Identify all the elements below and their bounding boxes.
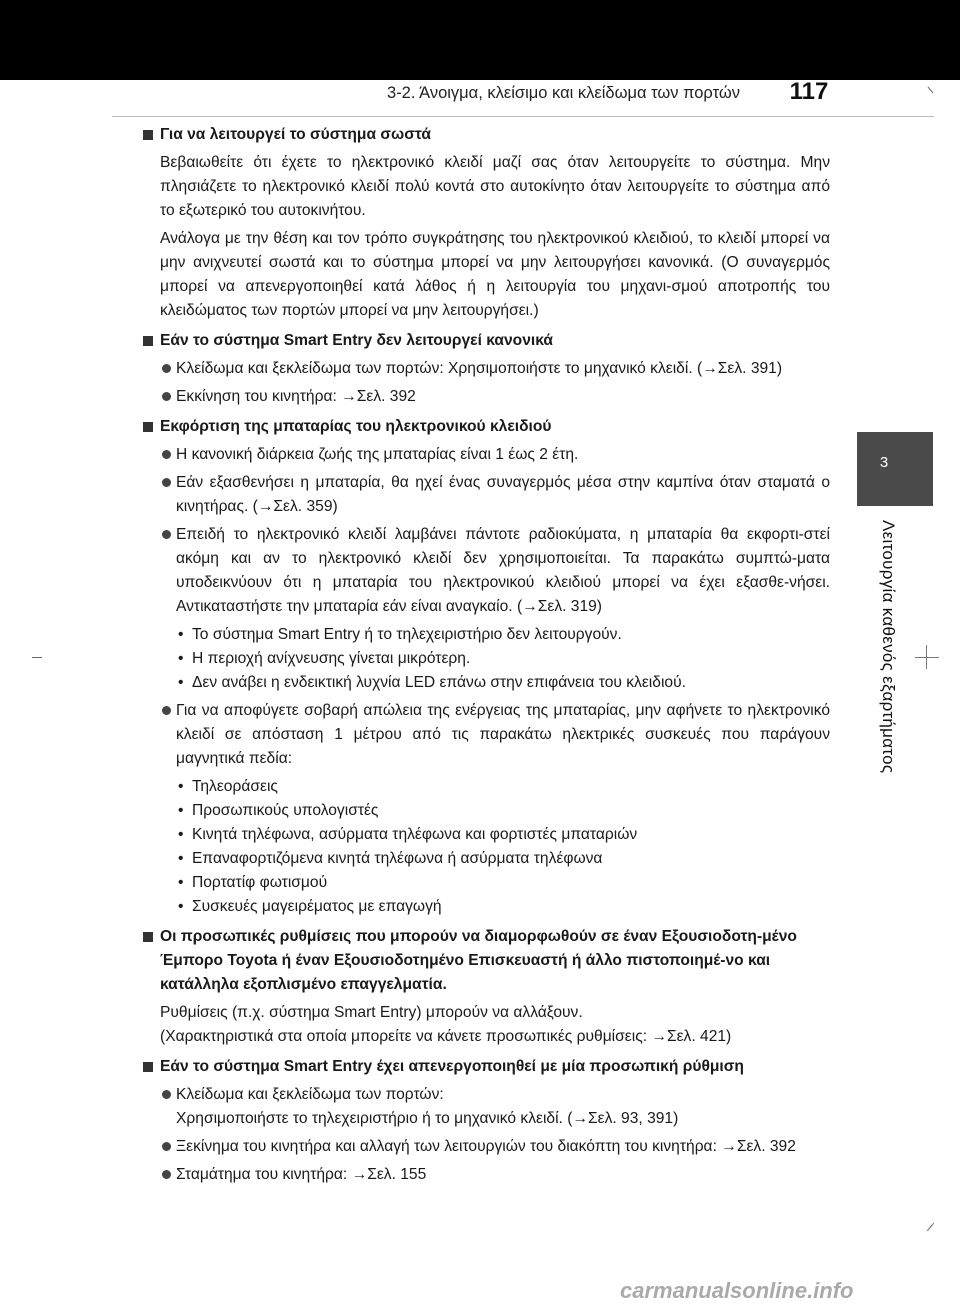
heading-system-works: Για να λειτουργεί το σύστημα σωστά (130, 123, 830, 147)
sub-list-item: • Δεν ανάβει η ενδεικτική λυχνία LED επάνω στην επιφάνεια του κλειδιού. (178, 671, 830, 695)
chapter-label: Λειτουργία καθενός εξαρτήματος (879, 520, 898, 774)
crop-mark-crosshair-v (926, 645, 927, 669)
bullet-item: Εάν εξασθενήσει η μπαταρία, θα ηχεί ένας συναγερμός μέσα στην καμπίνα όταν σταματά ο κινητήρας. (→Σελ. 359) (160, 471, 830, 519)
sub-list-item: • Τηλεοράσεις (178, 775, 830, 799)
heading-battery-drain: Εκφόρτιση της μπαταρίας του ηλεκτρονικού κλειδιού (130, 415, 830, 439)
bullet-item: Ξεκίνημα του κινητήρα και αλλαγή των λειτουργιών του διακόπτη του κινητήρα: →Σελ. 392 (160, 1135, 830, 1159)
crop-mark-left (32, 657, 42, 658)
watermark: carmanualsonline.info (620, 1278, 854, 1303)
paragraph: Ρυθμίσεις (π.χ. σύστημα Smart Entry) μπορούν να αλλάξουν. (160, 1004, 583, 1021)
header-rule (112, 116, 934, 117)
bullet-item: Κλείδωμα και ξεκλείδωμα των πορτών: Χρησιμοποιήστε το μηχανικό κλειδί. (→Σελ. 391) (160, 357, 830, 381)
paragraph: Βεβαιωθείτε ότι έχετε το ηλεκτρονικό κλειδί μαζί σας όταν λειτουργείτε το σύστημα. Μην πλησιάζετε το ηλεκτρονικό κλειδί πολύ κοντά στο αυτοκίνητο όταν λειτουργείτε το σύστημα από το εξωτερικό του αυτοκινήτου. (160, 154, 830, 219)
sub-list-item: • Συσκευές μαγειρέματος με επαγωγή (178, 895, 830, 919)
sub-list-item: • Το σύστημα Smart Entry ή το τηλεχειριστήριο δεν λειτουργούν. (178, 623, 830, 647)
paragraph: Ανάλογα με την θέση και τον τρόπο συγκράτησης του ηλεκτρονικού κλειδιού, το κλειδί μπορεί να μην ανιχνευτεί σωστά και το σύστημα μπορεί να μην λειτουργήσει κανονικά. (Ο συναγερμός μπορεί να απενεργοποιηθεί κατά λάθος ή η λειτουργία του μηχανι-σμού αποτροπής του κλειδώματος των πορτών μπορεί να μην λειτουργήσει.) (160, 230, 830, 319)
heading-smart-entry-fails: Εάν το σύστημα Smart Entry δεν λειτουργεί κανονικά (130, 329, 830, 353)
crop-mark-top-right (928, 87, 934, 94)
section-header: 3-2. Άνοιγμα, κλείσιμο και κλείδωμα των πορτών (387, 84, 740, 102)
sub-list-item: • Πορτατίφ φωτισμού (178, 871, 830, 895)
bullet-item: Επειδή το ηλεκτρονικό κλειδί λαμβάνει πάντοτε ραδιοκύματα, η μπαταρία θα εκφορτι-στεί ακόμη και αν το ηλεκτρονικό κλειδί δεν χρησιμοποιείται. Τα παρακάτω συμπτώ-ματα υποδεικνύουν ότι η μπαταρία του ηλεκτρονικού κλειδιού μπορεί να έχει εξασθε-νήσει. Αντικαταστήστε την μπαταρία εάν είναι αναγκαίο. (→Σελ. 319) (160, 523, 830, 619)
bullet-item: Εκκίνηση του κινητήρα: →Σελ. 392 (160, 385, 830, 409)
bullet-item: Σταμάτημα του κινητήρα: →Σελ. 155 (160, 1163, 830, 1187)
paragraph: (Χαρακτηριστικά στα οποία μπορείτε να κάνετε προσωπικές ρυθμίσεις: →Σελ. 421) (160, 1028, 732, 1045)
crop-mark-crosshair-h (915, 657, 939, 658)
top-black-band (0, 0, 960, 80)
sub-list-item: • Κινητά τηλέφωνα, ασύρματα τηλέφωνα και φορτιστές μπαταριών (178, 823, 830, 847)
crop-mark-bottom-right (927, 1223, 934, 1231)
page-number: 117 (789, 78, 829, 105)
main-content (130, 123, 830, 1187)
heading-smart-entry-deactivated: Εάν το σύστημα Smart Entry έχει απενεργοποιηθεί με μία προσωπική ρύθμιση (130, 1055, 830, 1079)
chapter-number: 3 (879, 454, 889, 471)
heading-personal-settings: Οι προσωπικές ρυθμίσεις που μπορούν να διαμορφωθούν σε έναν Εξουσιοδοτη-μένο Έμπορο Toyota ή έναν Εξουσιοδοτημένο Επισκευαστή ή άλλο πιστοποιημέ-νο και κατάλληλα εξοπλισμένο επαγγελματία. (130, 925, 830, 997)
bullet-item: Για να αποφύγετε σοβαρή απώλεια της ενέργειας της μπαταρίας, μην αφήνετε το ηλεκτρονικό κλειδί σε απόσταση 1 μέτρου από τις παρακάτω ηλεκτρικές συσκευές που παράγουν μαγνητικά πεδία: (160, 699, 830, 771)
bullet-item: Η κανονική διάρκεια ζωής της μπαταρίας είναι 1 έως 2 έτη. (160, 443, 830, 467)
sub-list-item: • Η περιοχή ανίχνευσης γίνεται μικρότερη. (178, 647, 830, 671)
sub-list-item: • Προσωπικούς υπολογιστές (178, 799, 830, 823)
bullet-continuation: Χρησιμοποιήστε το τηλεχειριστήριο ή το μηχανικό κλειδί. (→Σελ. 93, 391) (176, 1110, 679, 1127)
bullet-item: Κλείδωμα και ξεκλείδωμα των πορτών: (160, 1083, 830, 1107)
sub-list-item: • Επαναφορτιζόμενα κινητά τηλέφωνα ή ασύρματα τηλέφωνα (178, 847, 830, 871)
